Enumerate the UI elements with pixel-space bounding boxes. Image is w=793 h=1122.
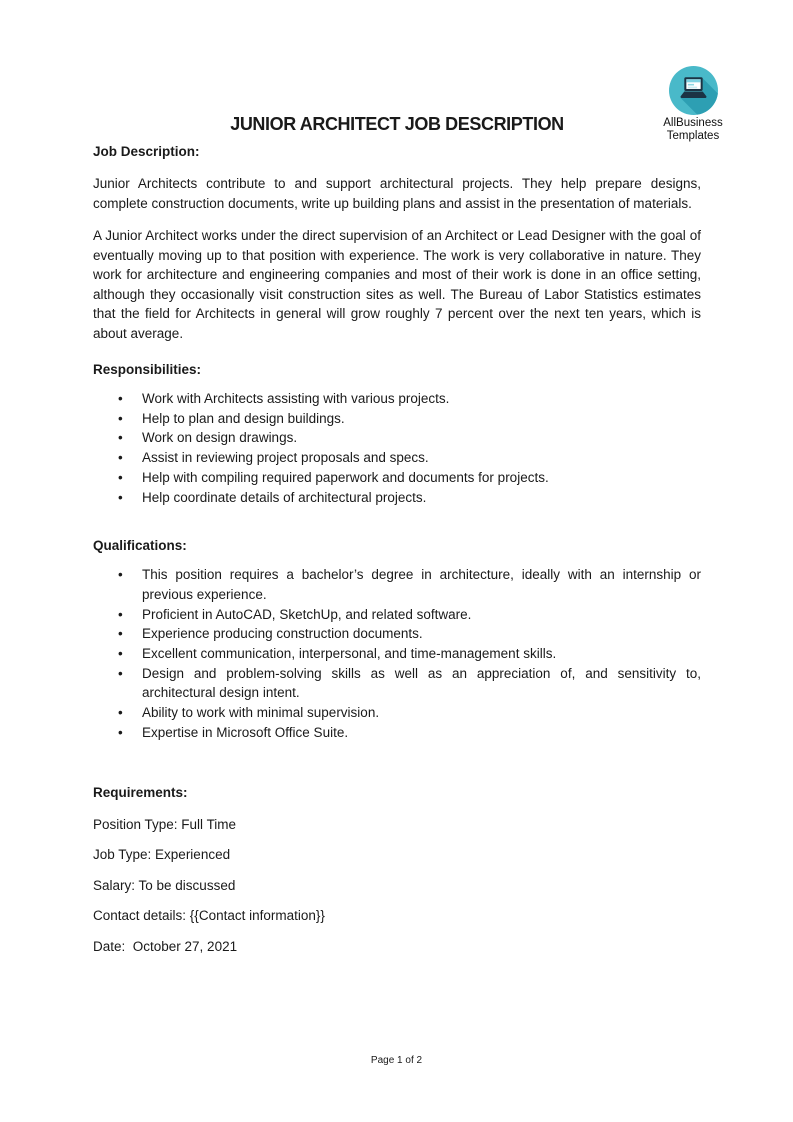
- requirement-job-type: Job Type: Experienced: [93, 847, 231, 863]
- logo-text-line1: AllBusiness: [663, 117, 723, 129]
- section-heading-qualifications: Qualifications:: [93, 538, 187, 554]
- qualifications-list: [93, 565, 701, 742]
- document-content: [93, 0, 701, 956]
- job-description-paragraph-1: Junior Architects contribute to and support architectural projects. They help prepare designs, complete construction documents, write up building plans and assist in the presentation of materials.: [93, 176, 701, 211]
- bullet-item: • Ability to work with minimal supervision.: [93, 703, 701, 723]
- requirement-salary: Salary: To be discussed: [93, 877, 236, 893]
- bullet-item: • Assist in reviewing project proposals and specs.: [93, 448, 701, 468]
- bullet-item: • Design and problem-solving skills as well as an appreciation of, and sensitivity to, architectural design intent.: [93, 664, 701, 703]
- bullet-item: • Proficient in AutoCAD, SketchUp, and related software.: [93, 605, 701, 625]
- section-heading-requirements: Requirements:: [93, 784, 188, 800]
- bullet-item: • This position requires a bachelor’s degree in architecture, ideally with an internship or previous experience.: [93, 565, 701, 604]
- bullet-item: • Work on design drawings.: [93, 428, 701, 448]
- page-footer: Page 1 of 2: [370, 1055, 423, 1066]
- bullet-item: • Help to plan and design buildings.: [93, 409, 701, 429]
- requirement-contact-details: Contact details: {{Contact information}}: [93, 908, 325, 924]
- requirement-date: Date: October 27, 2021: [93, 938, 238, 954]
- requirement-position-type: Position Type: Full Time: [93, 816, 237, 832]
- section-heading-responsibilities: Responsibilities:: [93, 362, 202, 377]
- responsibilities-list: [93, 389, 701, 507]
- bullet-item: • Help coordinate details of architectural projects.: [93, 488, 701, 508]
- section-heading-job-description: Job Description:: [93, 144, 200, 159]
- bullet-item: • Expertise in Microsoft Office Suite.: [93, 723, 701, 743]
- logo-text-line2: Templates: [666, 130, 720, 142]
- page-title: JUNIOR ARCHITECT JOB DESCRIPTION: [230, 114, 564, 134]
- bullet-item: • Work with Architects assisting with various projects.: [93, 389, 701, 409]
- bullet-item: • Help with compiling required paperwork and documents for projects.: [93, 468, 701, 488]
- bullet-item: • Experience producing construction documents.: [93, 624, 701, 644]
- bullet-item: • Excellent communication, interpersonal, and time-management skills.: [93, 644, 701, 664]
- job-description-paragraph-2: A Junior Architect works under the direct supervision of an Architect or Lead Designer with the goal of eventually moving up to that position with experience. The work is very collaborative in nature. They work for architecture and engineering companies and most of their work is done in an office setting, although they occasionally visit construction sites as well. The Bureau of Labor Statistics estimates that the field for Architects in general will grow roughly 7 percent over the next ten years, which is about average.: [93, 228, 701, 341]
